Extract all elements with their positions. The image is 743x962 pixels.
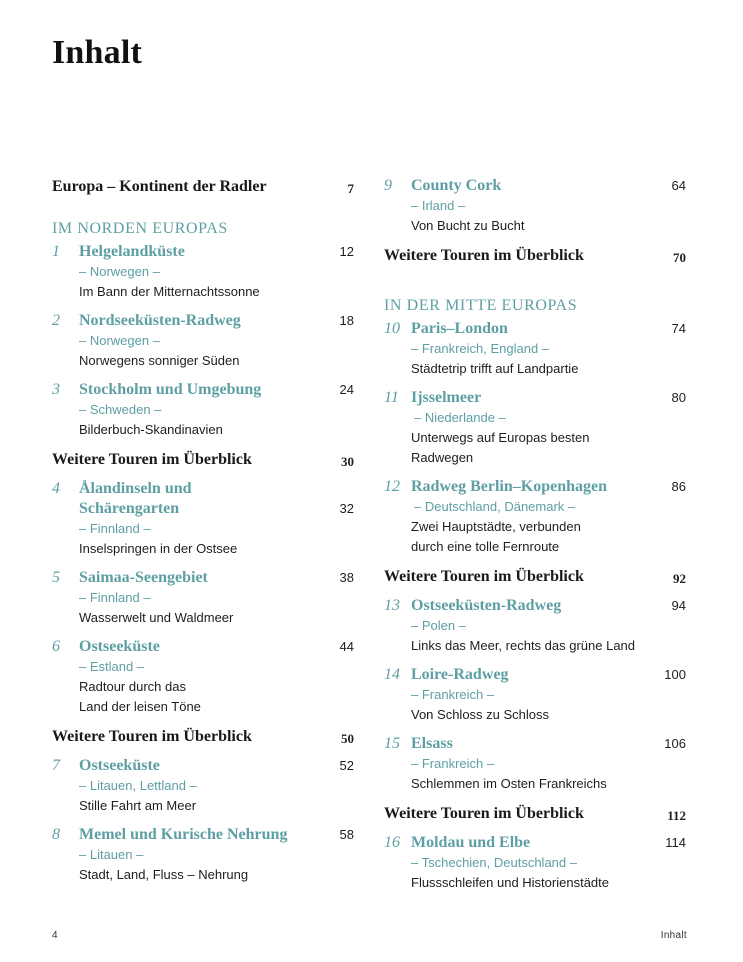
toc-tour-12[interactable] xyxy=(384,477,686,557)
toc-more-tours-5[interactable] xyxy=(384,803,686,825)
tour-title: Nordseeküsten-Radweg xyxy=(79,312,241,329)
toc-tour-11[interactable] xyxy=(384,388,686,468)
toc-page-number: 38 xyxy=(339,570,354,585)
toc-column-left xyxy=(52,176,354,894)
tour-title: Elsass xyxy=(411,735,453,752)
tour-subtitle: Zwei Hauptstädte, verbunden durch eine tolle Fernroute xyxy=(411,519,581,554)
tour-number: 5 xyxy=(52,569,60,586)
tour-country: – Niederlande – xyxy=(414,410,506,425)
tour-title: Loire-Radweg xyxy=(411,666,509,683)
toc-page-number: 7 xyxy=(347,181,354,196)
toc-entry-label: Europa – Kontinent der Radler xyxy=(52,178,267,195)
tour-subtitle: Im Bann der Mitternachtssonne xyxy=(79,284,260,299)
tour-country: – Norwegen – xyxy=(79,264,160,279)
toc-tour-10[interactable] xyxy=(384,319,686,379)
tour-country: – Litauen, Lettland – xyxy=(79,778,197,793)
tour-country: – Deutschland, Dänemark – xyxy=(414,499,576,514)
tour-country: – Finnland – xyxy=(79,590,151,605)
toc-page-number: 58 xyxy=(339,827,354,842)
tour-title: Memel und Kurische Nehrung xyxy=(79,826,288,843)
toc-tour-3[interactable] xyxy=(52,380,354,440)
tour-subtitle: Schlemmen im Osten Frankreichs xyxy=(411,776,607,791)
more-tours-label: Weitere Touren im Überblick xyxy=(384,247,584,264)
tour-number: 6 xyxy=(52,638,60,655)
toc-tour-8[interactable] xyxy=(52,825,354,885)
tour-number: 16 xyxy=(384,834,400,851)
footer-page-number: 4 xyxy=(52,930,58,941)
tour-country: – Frankreich – xyxy=(411,756,495,771)
tour-country: – Finnland – xyxy=(79,521,151,536)
tour-title: Radweg Berlin–Kopenhagen xyxy=(411,478,608,495)
tour-title: Paris–London xyxy=(411,320,508,337)
toc-page-number: 100 xyxy=(664,667,686,682)
toc-page-number: 86 xyxy=(671,479,686,494)
more-tours-label: Weitere Touren im Überblick xyxy=(52,728,252,745)
toc-page-number: 74 xyxy=(671,321,686,336)
toc-page-number: 44 xyxy=(339,639,354,654)
more-tours-label: Weitere Touren im Überblick xyxy=(384,805,584,822)
tour-subtitle: Links das Meer, rechts das grüne Land xyxy=(411,638,636,653)
tour-subtitle: Stille Fahrt am Meer xyxy=(79,798,197,813)
tour-subtitle: Unterwegs auf Europas besten Radwegen xyxy=(411,430,590,465)
tour-number: 3 xyxy=(52,381,60,398)
toc-page-number: 94 xyxy=(671,598,686,613)
tour-title: Stockholm und Umgebung xyxy=(79,381,262,398)
more-tours-label: Weitere Touren im Überblick xyxy=(384,568,584,585)
tour-title: Ålandinseln und Schärengarten xyxy=(79,480,192,517)
tour-subtitle: Von Schloss zu Schloss xyxy=(411,707,550,722)
tour-country: – Tschechien, Deutschland – xyxy=(411,855,577,870)
toc-page-number: 24 xyxy=(339,382,354,397)
tour-country: – Norwegen – xyxy=(79,333,160,348)
toc-page-number: 18 xyxy=(339,313,354,328)
toc-tour-1[interactable] xyxy=(52,242,354,302)
tour-number: 13 xyxy=(384,597,400,614)
tour-country: – Irland – xyxy=(411,198,466,213)
tour-country: – Frankreich – xyxy=(411,687,495,702)
toc-tour-4[interactable] xyxy=(52,479,354,559)
tour-subtitle: Bilderbuch-Skandinavien xyxy=(79,422,223,437)
tour-number: 8 xyxy=(52,826,60,843)
tour-title: Moldau und Elbe xyxy=(411,834,531,851)
toc-page-number: 106 xyxy=(664,736,686,751)
toc-tour-16[interactable] xyxy=(384,833,686,893)
tour-number: 4 xyxy=(52,480,60,497)
toc-tour-6[interactable] xyxy=(52,637,354,717)
toc-tour-7[interactable] xyxy=(52,756,354,816)
toc-page-number: 114 xyxy=(665,835,686,850)
tour-number: 15 xyxy=(384,735,400,752)
toc-page-number: 30 xyxy=(341,454,354,469)
tour-number: 12 xyxy=(384,478,400,495)
tour-number: 14 xyxy=(384,666,400,683)
toc-more-tours-2[interactable] xyxy=(52,726,354,748)
tour-country: – Frankreich, England – xyxy=(411,341,550,356)
toc-more-tours-1[interactable] xyxy=(52,449,354,471)
toc-tour-9[interactable] xyxy=(384,176,686,236)
toc-page-number: 52 xyxy=(339,758,354,773)
tour-title: Helgelandküste xyxy=(79,243,185,260)
toc-tour-15[interactable] xyxy=(384,734,686,794)
toc-more-tours-3[interactable] xyxy=(384,245,686,267)
toc-column-right xyxy=(384,176,686,902)
tour-number: 7 xyxy=(52,757,60,774)
toc-entry-intro[interactable] xyxy=(52,176,354,198)
toc-page-number: 92 xyxy=(673,571,686,586)
toc-tour-2[interactable] xyxy=(52,311,354,371)
toc-more-tours-4[interactable] xyxy=(384,566,686,588)
tour-number: 9 xyxy=(384,177,392,194)
tour-country: – Polen – xyxy=(411,618,466,633)
tour-subtitle: Norwegens sonniger Süden xyxy=(79,353,240,368)
tour-subtitle: Städtetrip trifft auf Landpartie xyxy=(411,361,579,376)
toc-tour-5[interactable] xyxy=(52,568,354,628)
section-heading-north: IM NORDEN EUROPAS xyxy=(52,220,228,237)
toc-tour-13[interactable] xyxy=(384,596,686,656)
tour-title: Ijsselmeer xyxy=(411,389,482,406)
toc-page-number: 32 xyxy=(339,501,354,516)
tour-number: 2 xyxy=(52,312,60,329)
more-tours-label: Weitere Touren im Überblick xyxy=(52,451,252,468)
tour-country: – Litauen – xyxy=(79,847,144,862)
tour-country: – Schweden – xyxy=(79,402,162,417)
toc-page-number: 112 xyxy=(667,808,686,823)
tour-title: County Cork xyxy=(411,177,502,194)
toc-tour-14[interactable] xyxy=(384,665,686,725)
footer-running-head: Inhalt xyxy=(660,930,687,941)
tour-number: 11 xyxy=(384,389,399,406)
tour-number: 1 xyxy=(52,243,60,260)
tour-subtitle: Wasserwelt und Waldmeer xyxy=(79,610,234,625)
tour-title: Ostseeküsten-Radweg xyxy=(411,597,562,614)
tour-title: Ostseeküste xyxy=(79,638,160,655)
toc-page-number: 70 xyxy=(673,250,686,265)
tour-subtitle: Inselspringen in der Ostsee xyxy=(79,541,238,556)
page-title: Inhalt xyxy=(52,34,143,71)
section-heading-middle: IN DER MITTE EUROPAS xyxy=(384,297,578,314)
toc-page-number: 80 xyxy=(671,390,686,405)
toc-page-number: 64 xyxy=(671,178,686,193)
tour-title: Saimaa-Seengebiet xyxy=(79,569,208,586)
toc-page-number: 50 xyxy=(341,731,354,746)
tour-subtitle: Flussschleifen und Historienstädte xyxy=(411,875,609,890)
toc-page-number: 12 xyxy=(339,244,354,259)
tour-title: Ostseeküste xyxy=(79,757,160,774)
tour-number: 10 xyxy=(384,320,400,337)
tour-country: – Estland – xyxy=(79,659,145,674)
tour-subtitle: Von Bucht zu Bucht xyxy=(411,218,525,233)
tour-subtitle: Stadt, Land, Fluss – Nehrung xyxy=(79,867,249,882)
tour-subtitle: Radtour durch das Land der leisen Töne xyxy=(79,679,201,714)
